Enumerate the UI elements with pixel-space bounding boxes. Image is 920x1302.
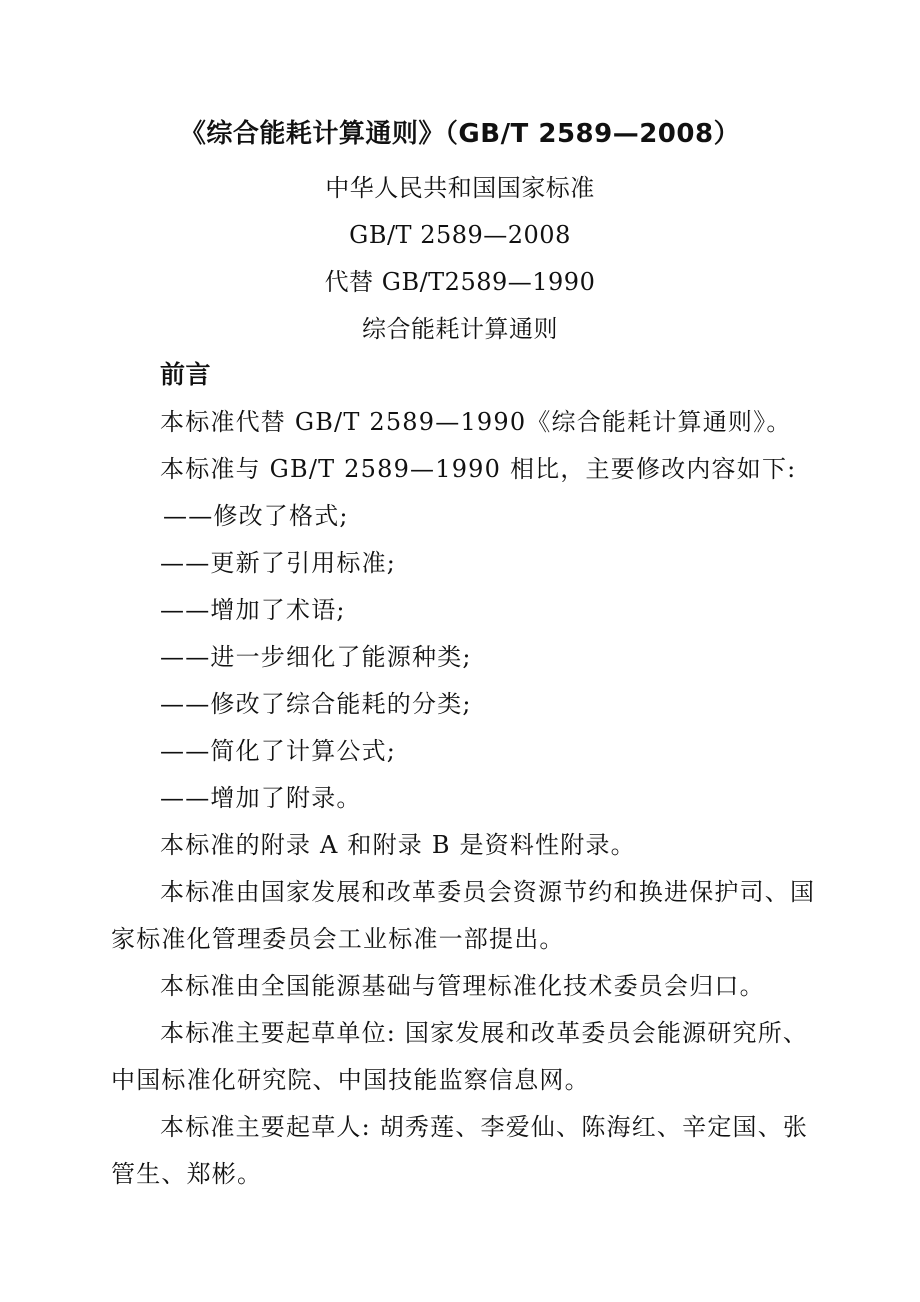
change-item: ——更新了引用标准;	[160, 549, 397, 577]
replaces-line: 代替 GB/T2589—1990	[324, 268, 596, 296]
standard-name-line: 综合能耗计算通则	[362, 315, 558, 343]
change-item: ——进一步细化了能源种类;	[160, 643, 472, 671]
proposer-paragraph-line-1: 本标准由国家发展和改革委员会资源节约和换进保护司、国	[160, 878, 816, 906]
change-item: ——增加了附录。	[160, 784, 362, 812]
change-item: ——简化了计算公式;	[160, 737, 397, 765]
centralized-paragraph: 本标准由全国能源基础与管理标准化技术委员会归口。	[160, 972, 765, 1000]
change-item: ——修改了格式;	[163, 502, 349, 530]
foreword-heading: 前言	[160, 360, 212, 389]
proposer-paragraph-line-2: 家标准化管理委员会工业标准一部提出。	[111, 925, 565, 953]
drafting-units-line-2: 中国标准化研究院、中国技能监察信息网。	[111, 1066, 590, 1094]
appendix-note: 本标准的附录 A 和附录 B 是资料性附录。	[160, 831, 636, 859]
standard-number-line: GB/T 2589—2008	[349, 221, 571, 249]
change-item: ——修改了综合能耗的分类;	[160, 690, 472, 718]
drafters-line-1: 本标准主要起草人: 胡秀莲、李爱仙、陈海红、辛定国、张	[160, 1113, 809, 1141]
drafting-units-line-1: 本标准主要起草单位: 国家发展和改革委员会能源研究所、	[160, 1019, 809, 1047]
intro-paragraph-2: 本标准与 GB/T 2589—1990 相比，主要修改内容如下:	[160, 455, 797, 483]
drafters-line-2: 管生、郑彬。	[111, 1160, 263, 1188]
intro-paragraph-1: 本标准代替 GB/T 2589—1990《综合能耗计算通则》。	[160, 408, 792, 436]
document-title: 《综合能耗计算通则》（GB/T 2589—2008）	[179, 119, 741, 149]
change-item: ——增加了术语;	[160, 596, 346, 624]
standard-country-line: 中华人民共和国国家标准	[325, 174, 595, 202]
